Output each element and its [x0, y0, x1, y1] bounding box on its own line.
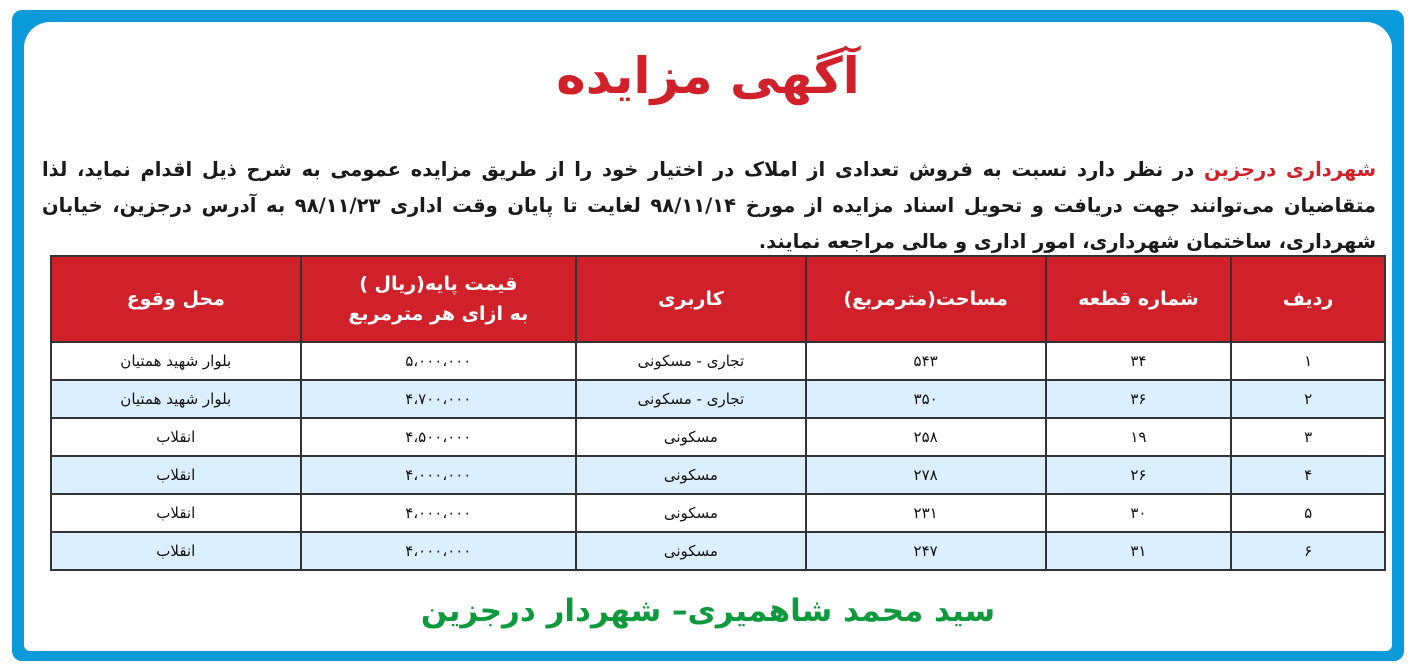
header-usage: کاربری: [576, 256, 806, 342]
header-base-price-line1: قیمت پایه(ریال ): [359, 273, 518, 295]
cell-location: انقلاب: [51, 532, 301, 570]
cell-base-price: ۴،۰۰۰،۰۰۰: [301, 532, 577, 570]
header-row-number: ردیف: [1231, 256, 1385, 342]
cell-area: ۲۳۱: [806, 494, 1046, 532]
cell-parcel-number: ۳۴: [1046, 342, 1232, 380]
cell-parcel-number: ۲۶: [1046, 456, 1232, 494]
organization-name: شهرداری درجزین: [1203, 157, 1376, 181]
header-base-price: [301, 256, 577, 342]
cell-row-number: ۵: [1231, 494, 1385, 532]
table-row: [51, 342, 1385, 380]
intro-text: در نظر دارد نسبت به فروش تعدادی از املاک در اختیار خود را از طریق مزایده عمومی به شرح ذیل اقدام نماید، لذا متقاضیان می‌توانند جهت دریافت و تحویل اسناد مزایده از مورخ ۹۸/۱۱/۱۴ لغایت تا پایان وقت اداری ۹۸/۱۱/۲۳ به آدرس درجزین، خیابان شهرداری، ساختمان شهرداری، امور اداری و مالی مراجعه نمایند.: [42, 157, 1376, 253]
cell-area: ۵۴۳: [806, 342, 1046, 380]
cell-usage: تجاری - مسکونی: [576, 380, 806, 418]
cell-usage: مسکونی: [576, 532, 806, 570]
auction-table: [50, 255, 1386, 571]
cell-usage: مسکونی: [576, 494, 806, 532]
cell-base-price: ۴،۵۰۰،۰۰۰: [301, 418, 577, 456]
notice-body: [24, 22, 1392, 651]
notice-title: آگهی مزایده: [556, 47, 860, 105]
cell-row-number: ۲: [1231, 380, 1385, 418]
notice-frame: [12, 10, 1404, 661]
cell-location: بلوار شهید همتیان: [51, 380, 301, 418]
cell-row-number: ۳: [1231, 418, 1385, 456]
cell-row-number: ۴: [1231, 456, 1385, 494]
cell-location: بلوار شهید همتیان: [51, 342, 301, 380]
cell-location: انقلاب: [51, 456, 301, 494]
notice-intro: [42, 152, 1376, 260]
cell-area: ۲۴۷: [806, 532, 1046, 570]
cell-usage: مسکونی: [576, 456, 806, 494]
table-row: [51, 494, 1385, 532]
cell-parcel-number: ۳۱: [1046, 532, 1232, 570]
cell-base-price: ۴،۷۰۰،۰۰۰: [301, 380, 577, 418]
cell-area: ۳۵۰: [806, 380, 1046, 418]
table-header-row: [51, 256, 1385, 342]
cell-parcel-number: ۳۰: [1046, 494, 1232, 532]
cell-location: انقلاب: [51, 418, 301, 456]
cell-location: انقلاب: [51, 494, 301, 532]
cell-area: ۲۷۸: [806, 456, 1046, 494]
cell-usage: تجاری - مسکونی: [576, 342, 806, 380]
cell-usage: مسکونی: [576, 418, 806, 456]
cell-parcel-number: ۳۶: [1046, 380, 1232, 418]
cell-area: ۲۵۸: [806, 418, 1046, 456]
header-area: مساحت(مترمربع): [806, 256, 1046, 342]
table-row: [51, 418, 1385, 456]
signature: سید محمد شاهمیری– شهردار درجزین: [420, 593, 996, 629]
cell-parcel-number: ۱۹: [1046, 418, 1232, 456]
cell-base-price: ۵،۰۰۰،۰۰۰: [301, 342, 577, 380]
header-base-price-line2: به ازای هر مترمربع: [348, 303, 529, 325]
table-row: [51, 456, 1385, 494]
cell-row-number: ۱: [1231, 342, 1385, 380]
header-location: محل وقوع: [51, 256, 301, 342]
cell-base-price: ۴،۰۰۰،۰۰۰: [301, 456, 577, 494]
table-row: [51, 532, 1385, 570]
cell-base-price: ۴،۰۰۰،۰۰۰: [301, 494, 577, 532]
header-parcel-number: شماره قطعه: [1046, 256, 1232, 342]
table-row: [51, 380, 1385, 418]
cell-row-number: ۶: [1231, 532, 1385, 570]
